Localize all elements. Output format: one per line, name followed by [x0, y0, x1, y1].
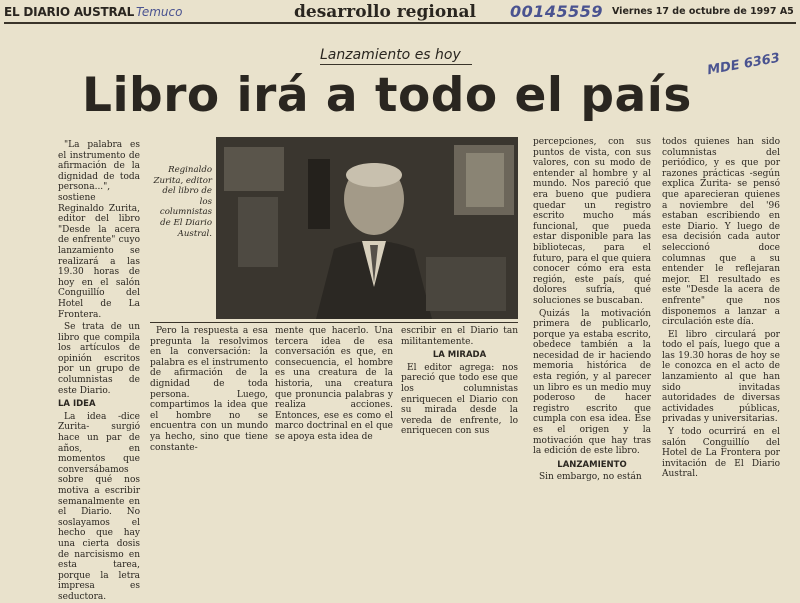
column-2-bottom	[150, 326, 268, 453]
column-5-text-1: percepciones, con sus puntos de vista, con sus valores, con su modo de entender al hombre y al mundo. Nos pareció que era bueno que pudiera quedar un registro escrito mucho más funcional, que pueda estar disponible para las bibliotecas, para el futuro, para el que quiera conocer cómo era esta región, este país, qué dolores sufría, qué soluciones se buscaban.	[533, 137, 651, 306]
article-headline: Libro irá a todo el país	[82, 68, 692, 123]
subhead-la-idea: LA IDEA	[58, 399, 96, 410]
issue-date: Viernes 17 de octubre de 1997 A5	[612, 6, 794, 17]
subhead-la-mirada: LA MIRADA	[432, 350, 487, 361]
handwritten-city: Temuco	[136, 5, 183, 19]
column-6	[662, 137, 780, 480]
column-intro	[58, 140, 140, 602]
column-3-text: mente que hacerlo. Una tercera idea de esa conversación es que, en consecuencia, el hombre es una creatura de la historia, una creatura que pronuncia palabras y realiza acciones. Entonces, ese es como el marco doctrinal en el que se apoya esta idea de	[275, 326, 393, 442]
column-4-bottom	[401, 326, 518, 437]
subhead-lanzamiento: LANZAMIENTO	[557, 459, 627, 470]
column-2-text: Pero la respuesta a esa pregunta la resolvimos en la conversación: la palabra es el instrumento de afirmación de la dignidad de toda persona. Luego, compartimos la idea que el hombre no se encuentra con un mundo ya hecho, sino que tiene constante-	[150, 326, 268, 453]
idea-paragraph: La idea -dice Zurita- surgió hace un par de años, en momentos que conversábamos sobre qué nos motiva a escribir semanalmente en el Diario. No soslayamos el hecho que hay una cierta dosis de narcisismo en esta tarea, porque la letra impresa es seductora.	[58, 411, 140, 602]
photo-bottom-rule	[150, 322, 518, 323]
handwritten-note: MDE 6363	[706, 50, 782, 79]
photo-caption: Reginaldo Zurita, editor del libro de los columnistas de El Diario Austral.	[153, 165, 212, 239]
handwritten-code: 00145559	[510, 2, 604, 21]
kicker-underline	[320, 64, 472, 65]
column-6-text-2: El libro circulará por todo el país, luego que a las 19.30 horas de hoy se le conozca en el acto de lanzamiento al que han sido invitadas autoridades de diversas actividades públicas, privadas y universitarias.	[662, 329, 780, 425]
section-title: desarrollo regional	[294, 2, 477, 22]
header-rule	[4, 22, 796, 24]
intro-paragraph-2: Se trata de un libro que compila los artículos de opinión escritos por un grupo de columnistas de este Diario.	[58, 322, 140, 396]
article-kicker: Lanzamiento es hoy	[320, 47, 461, 63]
column-3-bottom	[275, 326, 393, 442]
editor-photo	[216, 137, 518, 319]
column-5-text-3: Sin embargo, no están	[539, 472, 642, 483]
column-6-text-3: Y todo ocurrirá en el salón Conguillío del Hotel de La Frontera por invitación de El Diario Austral.	[662, 427, 780, 480]
column-5	[533, 137, 651, 483]
editor-photo-graphic	[216, 137, 518, 319]
column-4-text-2: El editor agrega: nos pareció que todo ese que los columnistas enriquecen el Diario con su mirada desde la vereda de enfrente, lo enriquecen con sus	[401, 362, 518, 437]
column-6-text-1: todos quienes han sido columnistas del periódico, y es que por razones prácticas -según explica Zurita- se pensó que aparecieran quienes a noviembre del '96 estaban escribiendo en este Diario. Y luego de esa decisión cada autor seleccionó doce columnas que a su entender le reflejaran mejor. El resultado es este "Desde la acera de enfrente" que nos disponemos a lanzar a circulación este día.	[662, 137, 780, 328]
paper-name: EL DIARIO AUSTRAL	[4, 5, 135, 19]
column-4-text: escribir en el Diario tan militantemente.	[401, 326, 518, 347]
intro-paragraph-1: "La palabra es el instrumento de afirmación de la dignidad de toda persona...", sostiene Reginaldo Zurita, editor del libro "Desde la acera de enfrente" cuyo lanzamiento se realizará a las 19.30 horas de hoy en el salón Conguillío del Hotel de La Frontera.	[58, 140, 140, 320]
column-5-text-2: Quizás la motivación primera de publicarlo, porque ya estaba escrito, obedece también a la necesidad de ir haciendo memoria histórica de esta región, y al parecer un libro es un medio muy poderoso de hacer registro escrito que cumpla con esa idea. Ese es el origen y la motivación que hay tras la edición de este libro.	[533, 308, 651, 457]
